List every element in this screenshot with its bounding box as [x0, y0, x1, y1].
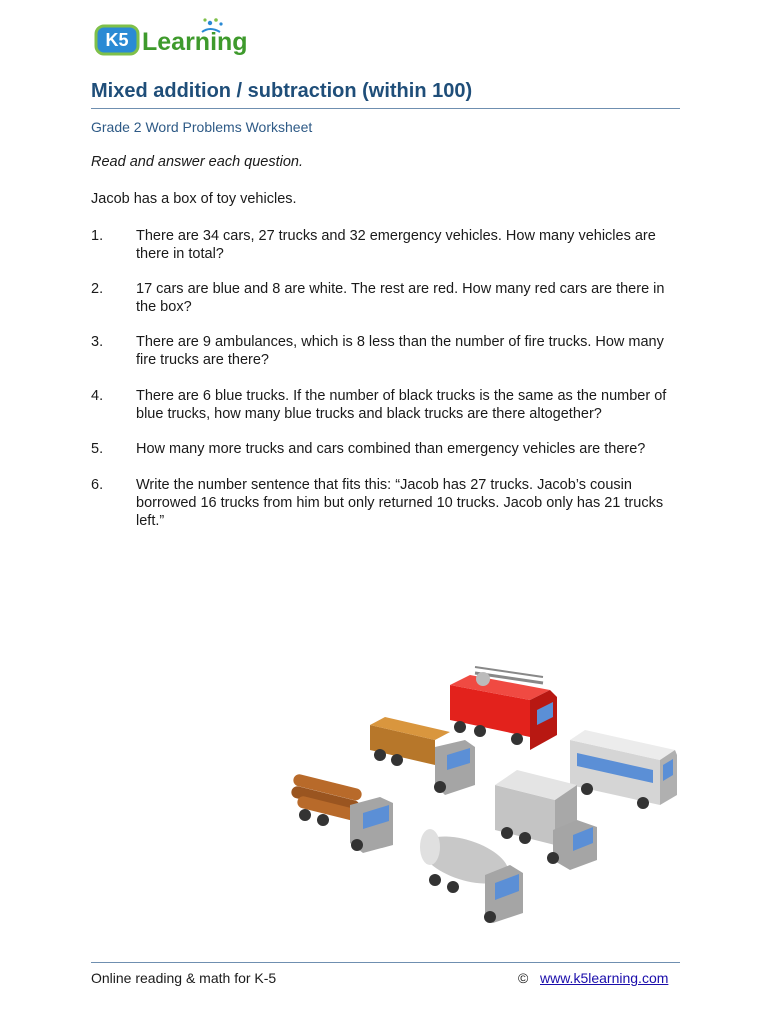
footer-copyright: [518, 970, 668, 986]
fire-truck-icon: [450, 667, 557, 750]
question-text: There are 6 blue trucks. If the number of black trucks is the same as the number of blue trucks, how many blue trucks and black trucks are there altogether?: [136, 388, 667, 422]
bus-icon: [570, 730, 677, 809]
svg-text:Learning: Learning: [142, 28, 248, 56]
worksheet-subtitle: Grade 2 Word Problems Worksheet: [91, 119, 313, 135]
question-text: 17 cars are blue and 8 are white. The rest are red. How many red cars are there in the box?: [136, 281, 665, 315]
question-number: 5.: [91, 441, 104, 457]
title-divider: [91, 108, 680, 109]
svg-text:K5: K5: [105, 30, 129, 50]
copyright-symbol: ©: [518, 970, 529, 986]
question-number: 1.: [91, 228, 104, 244]
k5-learning-logo: [94, 14, 256, 60]
intro-text: Jacob has a box of toy vehicles.: [91, 191, 297, 207]
logging-truck-icon: [290, 773, 393, 853]
question-text: There are 34 cars, 27 trucks and 32 emergency vehicles. How many vehicles are there in total?: [136, 228, 656, 262]
tanker-truck-icon: [416, 827, 523, 923]
question-text: There are 9 ambulances, which is 8 less than the number of fire trucks. How many fire trucks are there?: [136, 334, 664, 368]
instructions: Read and answer each question.: [91, 154, 304, 170]
question-text: Write the number sentence that fits this: “Jacob has 27 trucks. Jacob’s cousin borrowed 16 trucks from him but only returned 10 trucks. Jacob only has 21 trucks left.”: [136, 477, 664, 529]
question-number: 3.: [91, 334, 104, 350]
question-text: How many more trucks and cars combined than emergency vehicles are there?: [136, 441, 646, 457]
footer-divider: [91, 962, 680, 963]
question-number: 4.: [91, 388, 104, 404]
question-number: 2.: [91, 281, 104, 297]
question-number: 6.: [91, 477, 104, 493]
k5learning-link[interactable]: www.k5learning.com: [540, 970, 669, 986]
page-title: Mixed addition / subtraction (within 100): [91, 80, 473, 102]
footer-tagline: Online reading & math for K-5: [91, 970, 277, 986]
toy-vehicles-illustration: [285, 655, 685, 930]
